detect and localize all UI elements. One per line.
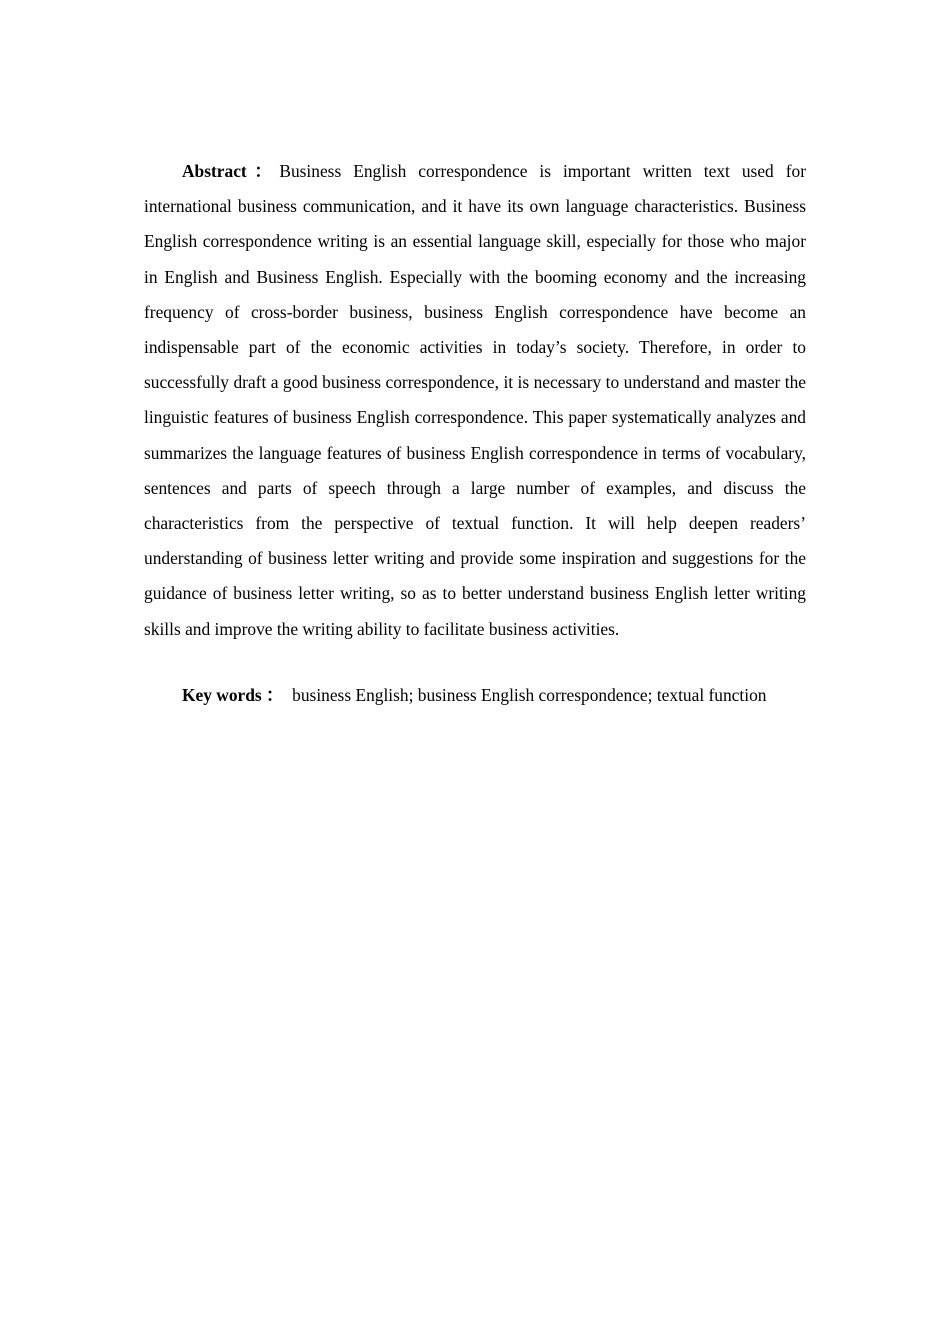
keywords-spacer xyxy=(283,685,292,705)
abstract-paragraph xyxy=(144,154,806,647)
keywords-paragraph xyxy=(144,679,806,712)
keywords-text: business English; business English correspondence; textual function xyxy=(292,684,767,705)
keywords-separator: ： xyxy=(261,684,284,705)
abstract-label: Abstract xyxy=(182,161,247,181)
abstract-separator: ： xyxy=(246,161,280,181)
document-page xyxy=(144,154,806,712)
abstract-text: Business English correspondence is important written text used for international business communication, and it have its own language characteristics. Business English correspondence writing is an essential language skill, especially for those who major in English and Business English. Especially with the booming economy and the increasing frequency of cross-border business, business English correspondence have become an indispensable part of the economic activities in today’s society. Therefore, in order to successfully draft a good business correspondence, it is necessary to understand and master the linguistic features of business English correspondence. This paper systematically analyzes and summarizes the language features of business English correspondence in terms of vocabulary, sentences and parts of speech through a large number of examples, and discuss the characteristics from the perspective of textual function. It will help deepen readers’ understanding of business letter writing and provide some inspiration and suggestions for the guidance of business letter writing, so as to better understand business English letter writing skills and improve the writing ability to facilitate business activities. xyxy=(144,161,806,639)
keywords-label: Key words xyxy=(182,684,262,705)
